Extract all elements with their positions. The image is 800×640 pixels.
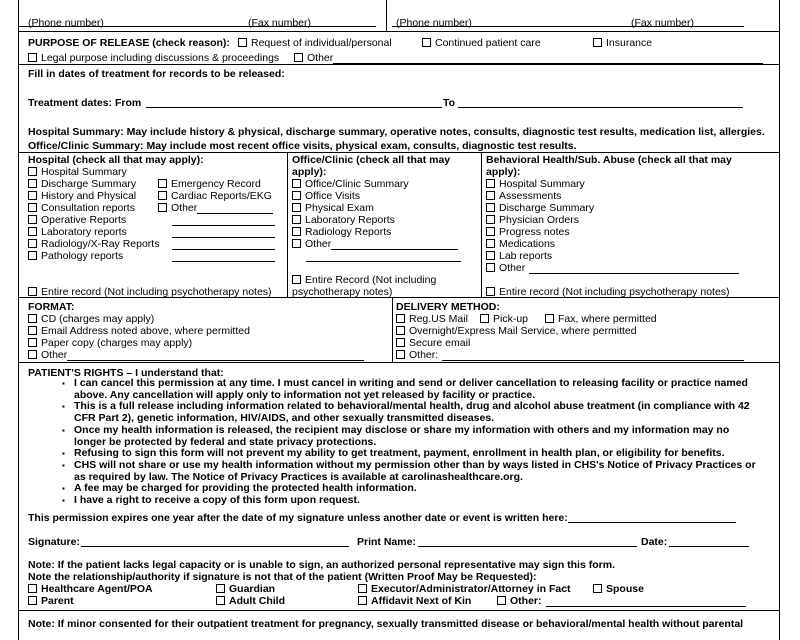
- checkbox[interactable]: [28, 179, 37, 188]
- checkbox[interactable]: [28, 239, 37, 248]
- checkbox[interactable]: [28, 326, 37, 335]
- behavioral-item[interactable]: Hospital Summary: [486, 178, 585, 190]
- rights-item: ▪ I can cancel this permission at any time. I must cancel in writing and send or deliver cancellation to releasing facility or practice named above. Any cancellation will apply only to information not yet released by facility or practice.: [74, 378, 764, 401]
- minor-note: Note: If minor consented for their outpatient treatment for pregnancy, sexually transmitted disease or behavioral/mental health without parental: [28, 618, 744, 630]
- delivery-reg-mail[interactable]: Reg.US Mail: [396, 313, 468, 325]
- divider: [18, 152, 780, 153]
- relationship-option[interactable]: Executor/Administrator/Attorney in Fact: [358, 583, 571, 595]
- behavioral-item[interactable]: Assessments: [486, 190, 561, 202]
- office-item[interactable]: Laboratory Reports: [292, 214, 395, 226]
- checkbox[interactable]: [28, 314, 37, 323]
- rights-item: ▪ CHS will not share or use my health information without my permission other than by ways listed in CHS's Notice of Privacy Practices or as required by law. The Notice of Privacy Practices is available at carolinashealthcare.org.: [74, 460, 764, 483]
- checkbox[interactable]: [28, 338, 37, 347]
- checkbox[interactable]: [422, 38, 431, 47]
- print-name-input[interactable]: [418, 535, 637, 547]
- checkbox[interactable]: [28, 53, 37, 62]
- behavioral-item-other[interactable]: Other: [486, 262, 739, 274]
- checkbox[interactable]: [486, 251, 495, 260]
- checkbox[interactable]: [28, 251, 37, 260]
- rights-item: ▪ A fee may be charged for providing the protected health information.: [74, 483, 764, 495]
- checkbox[interactable]: [216, 584, 225, 593]
- right-fax-label: (Fax number): [631, 17, 695, 29]
- checkbox[interactable]: [28, 350, 37, 359]
- checkbox[interactable]: [486, 179, 495, 188]
- delivery-heading: DELIVERY METHOD:: [396, 301, 500, 313]
- print-name-label: Print Name:: [357, 536, 416, 548]
- behavioral-heading-cont: apply):: [486, 166, 521, 178]
- checkbox[interactable]: [292, 179, 301, 188]
- checkbox[interactable]: [358, 596, 367, 605]
- checkbox[interactable]: [28, 191, 37, 200]
- relationship-option[interactable]: Affidavit Next of Kin: [358, 595, 471, 607]
- office-item[interactable]: Physical Exam: [292, 202, 374, 214]
- relationship-other-input[interactable]: [546, 596, 746, 607]
- delivery-item[interactable]: Secure email: [396, 337, 470, 349]
- contact-divider: [386, 0, 387, 31]
- column-divider: [287, 152, 288, 297]
- relationship-option[interactable]: Spouse: [593, 583, 644, 595]
- checkbox[interactable]: [593, 584, 602, 593]
- office-entire-record-cont: psychotherapy notes): [292, 286, 393, 298]
- delivery-item[interactable]: Overnight/Express Mail Service, where permitted: [396, 325, 637, 337]
- checkbox[interactable]: [28, 215, 37, 224]
- office-heading-cont: apply):: [292, 166, 327, 178]
- checkbox[interactable]: [486, 227, 495, 236]
- behavioral-other-input[interactable]: [529, 263, 739, 274]
- office-item[interactable]: Office Visits: [292, 190, 360, 202]
- hospital-summary-note: Hospital Summary: May include history & physical, discharge summary, operative notes, consults, diagnostic test results, medication list, allergies.: [28, 126, 765, 138]
- format-item-other[interactable]: Other: [28, 349, 364, 361]
- right-phone-label: (Phone number): [396, 17, 472, 29]
- hospital-entire-record[interactable]: Entire record (Not including psychotherapy notes): [28, 286, 272, 298]
- behavioral-heading: Behavioral Health/Sub. Abuse (check all that may: [486, 154, 732, 166]
- purpose-option-continued-care[interactable]: Continued patient care: [422, 37, 541, 49]
- divider: [18, 31, 780, 32]
- checkbox[interactable]: [396, 338, 405, 347]
- divider: [18, 610, 780, 611]
- left-phone-label: (Phone number): [28, 17, 104, 29]
- checkbox[interactable]: [158, 179, 167, 188]
- delivery-fax[interactable]: Fax, where permitted: [545, 313, 657, 325]
- relationship-option[interactable]: Guardian: [216, 583, 275, 595]
- rights-heading: PATIENT'S RIGHTS – I understand that:: [28, 367, 224, 379]
- hospital-item[interactable]: Discharge Summary: [28, 178, 136, 190]
- rights-item: ▪ I have a right to receive a copy of this form upon request.: [74, 495, 764, 507]
- office-item-other[interactable]: Other: [292, 238, 458, 250]
- treatment-to-label: To: [443, 97, 456, 109]
- checkbox[interactable]: [396, 326, 405, 335]
- treatment-instruction: Fill in dates of treatment for records to be released:: [28, 68, 285, 80]
- hospital-item[interactable]: Operative Reports: [28, 214, 126, 226]
- delivery-other-input[interactable]: [442, 350, 744, 361]
- checkbox[interactable]: [396, 350, 405, 359]
- checkbox[interactable]: [593, 38, 602, 47]
- hospital-heading: Hospital (check all that may apply):: [28, 154, 204, 166]
- behavioral-item[interactable]: Medications: [486, 238, 555, 250]
- left-fax-label: (Fax number): [248, 17, 312, 29]
- checkbox[interactable]: [486, 191, 495, 200]
- checkbox[interactable]: [28, 203, 37, 212]
- checkbox[interactable]: [545, 314, 554, 323]
- checkbox[interactable]: [292, 191, 301, 200]
- representative-note: Note: If the patient lacks legal capacity or is unable to sign, an authorized personal representative may sign this form.: [28, 559, 615, 571]
- hospital-blank-line[interactable]: [172, 214, 275, 226]
- rights-item: ▪ Refusing to sign this form will not prevent my ability to get treatment, payment, enrollment in health plan, or eligibility for benefits.: [74, 448, 764, 460]
- rights-item: ▪ Once my health information is released, the recipient may disclose or share my information with others and my information may no longer be protected by federal and state privacy protections.: [74, 425, 764, 448]
- office-summary-note: Office/Clinic Summary: May include most recent office visits, physical exam, consults, diagnostic test results.: [28, 140, 577, 152]
- checkbox[interactable]: [28, 167, 37, 176]
- date-label: Date:: [641, 536, 668, 548]
- office-heading: Office/Clinic (check all that may: [292, 154, 451, 166]
- checkbox[interactable]: [396, 314, 405, 323]
- checkbox[interactable]: [158, 203, 167, 212]
- delivery-item-other[interactable]: Other:: [396, 349, 744, 361]
- behavioral-item[interactable]: Discharge Summary: [486, 202, 594, 214]
- checkbox[interactable]: [28, 287, 37, 296]
- checkbox[interactable]: [486, 215, 495, 224]
- office-blank-line[interactable]: [306, 250, 461, 262]
- checkbox[interactable]: [28, 584, 37, 593]
- checkbox[interactable]: [216, 596, 225, 605]
- purpose-option-insurance[interactable]: Insurance: [593, 37, 652, 49]
- relationship-option[interactable]: Healthcare Agent/POA: [28, 583, 153, 595]
- rights-list: [74, 378, 764, 507]
- delivery-pickup[interactable]: Pick-up: [480, 313, 528, 325]
- purpose-option-legal[interactable]: Legal purpose including discussions & proceedings: [28, 52, 279, 64]
- purpose-label: PURPOSE OF RELEASE (check reason):: [28, 37, 230, 49]
- behavioral-item[interactable]: Physician Orders: [486, 214, 579, 226]
- hospital-other-input[interactable]: [197, 203, 273, 214]
- relationship-option[interactable]: Adult Child: [216, 595, 285, 607]
- checkbox[interactable]: [292, 227, 301, 236]
- divider: [18, 362, 780, 363]
- office-other-input[interactable]: [331, 239, 458, 250]
- relationship-option-other[interactable]: Other:: [497, 595, 746, 607]
- checkbox[interactable]: [28, 596, 37, 605]
- date-input[interactable]: [669, 535, 749, 547]
- office-item[interactable]: Radiology Reports: [292, 226, 391, 238]
- treatment-to-input[interactable]: [458, 96, 743, 108]
- relationship-note: Note the relationship/authority if signature is not that of the patient (Written Proof May be Requested):: [28, 571, 537, 583]
- rights-item: ▪ This is a full release including information related to behavioral/mental health, drug and alcohol abuse treatment (in compliance with 42 CFR Part 2), genetic information, HIV/AIDS, and other sexually transmitted diseases.: [74, 401, 764, 424]
- purpose-other-input[interactable]: [333, 54, 763, 64]
- divider: [18, 64, 780, 65]
- checkbox[interactable]: [238, 38, 247, 47]
- hospital-item[interactable]: History and Physical: [28, 190, 136, 202]
- checkbox[interactable]: [294, 53, 303, 62]
- checkbox[interactable]: [486, 287, 495, 296]
- hospital-item[interactable]: Emergency Record: [158, 178, 261, 190]
- checkbox[interactable]: [28, 227, 37, 236]
- divider: [18, 297, 780, 298]
- hospital-blank-line[interactable]: [172, 238, 275, 250]
- format-item[interactable]: Paper copy (charges may apply): [28, 337, 192, 349]
- checkbox[interactable]: [486, 203, 495, 212]
- checkbox[interactable]: [358, 584, 367, 593]
- behavioral-item[interactable]: Progress notes: [486, 226, 570, 238]
- hospital-item[interactable]: Hospital Summary: [28, 166, 127, 178]
- signature-label: Signature:: [28, 536, 80, 548]
- checkbox[interactable]: [292, 215, 301, 224]
- format-item[interactable]: Email Address noted above, where permitted: [28, 325, 250, 337]
- format-other-input[interactable]: [67, 350, 364, 361]
- expiration-note: This permission expires one year after the date of my signature unless another date or event is written here:: [28, 512, 568, 524]
- behavioral-item[interactable]: Lab reports: [486, 250, 552, 262]
- hospital-item[interactable]: Pathology reports: [28, 250, 123, 262]
- treatment-dates-label: Treatment dates: From: [28, 97, 142, 109]
- hospital-blank-line[interactable]: [172, 226, 275, 238]
- checkbox[interactable]: [486, 263, 495, 272]
- hospital-item[interactable]: Radiology/X-Ray Reports: [28, 238, 159, 250]
- checkbox[interactable]: [497, 596, 506, 605]
- signature-input[interactable]: [81, 535, 349, 547]
- checkbox[interactable]: [292, 275, 301, 284]
- format-item[interactable]: CD (charges may apply): [28, 313, 154, 325]
- checkbox[interactable]: [292, 203, 301, 212]
- purpose-option-other[interactable]: Other: [294, 52, 763, 64]
- column-divider: [392, 297, 393, 362]
- purpose-option-personal[interactable]: Request of individual/personal: [238, 37, 392, 49]
- column-divider: [481, 152, 482, 297]
- hospital-item-other[interactable]: Other: [158, 202, 273, 214]
- office-item[interactable]: Office/Clinic Summary: [292, 178, 409, 190]
- checkbox[interactable]: [292, 239, 301, 248]
- expiration-input[interactable]: [568, 511, 736, 523]
- office-entire-record[interactable]: Entire Record (Not including: [292, 274, 436, 286]
- treatment-from-input[interactable]: [146, 96, 442, 108]
- checkbox[interactable]: [480, 314, 489, 323]
- behavioral-entire-record[interactable]: Entire record (Not including psychotherapy notes): [486, 286, 730, 298]
- hospital-blank-line[interactable]: [172, 250, 275, 262]
- format-heading: FORMAT:: [28, 301, 75, 313]
- checkbox[interactable]: [486, 239, 495, 248]
- checkbox[interactable]: [158, 191, 167, 200]
- hospital-item[interactable]: Laboratory reports: [28, 226, 127, 238]
- hospital-item[interactable]: Cardiac Reports/EKG: [158, 190, 272, 202]
- hospital-item[interactable]: Consultation reports: [28, 202, 135, 214]
- relationship-option[interactable]: Parent: [28, 595, 74, 607]
